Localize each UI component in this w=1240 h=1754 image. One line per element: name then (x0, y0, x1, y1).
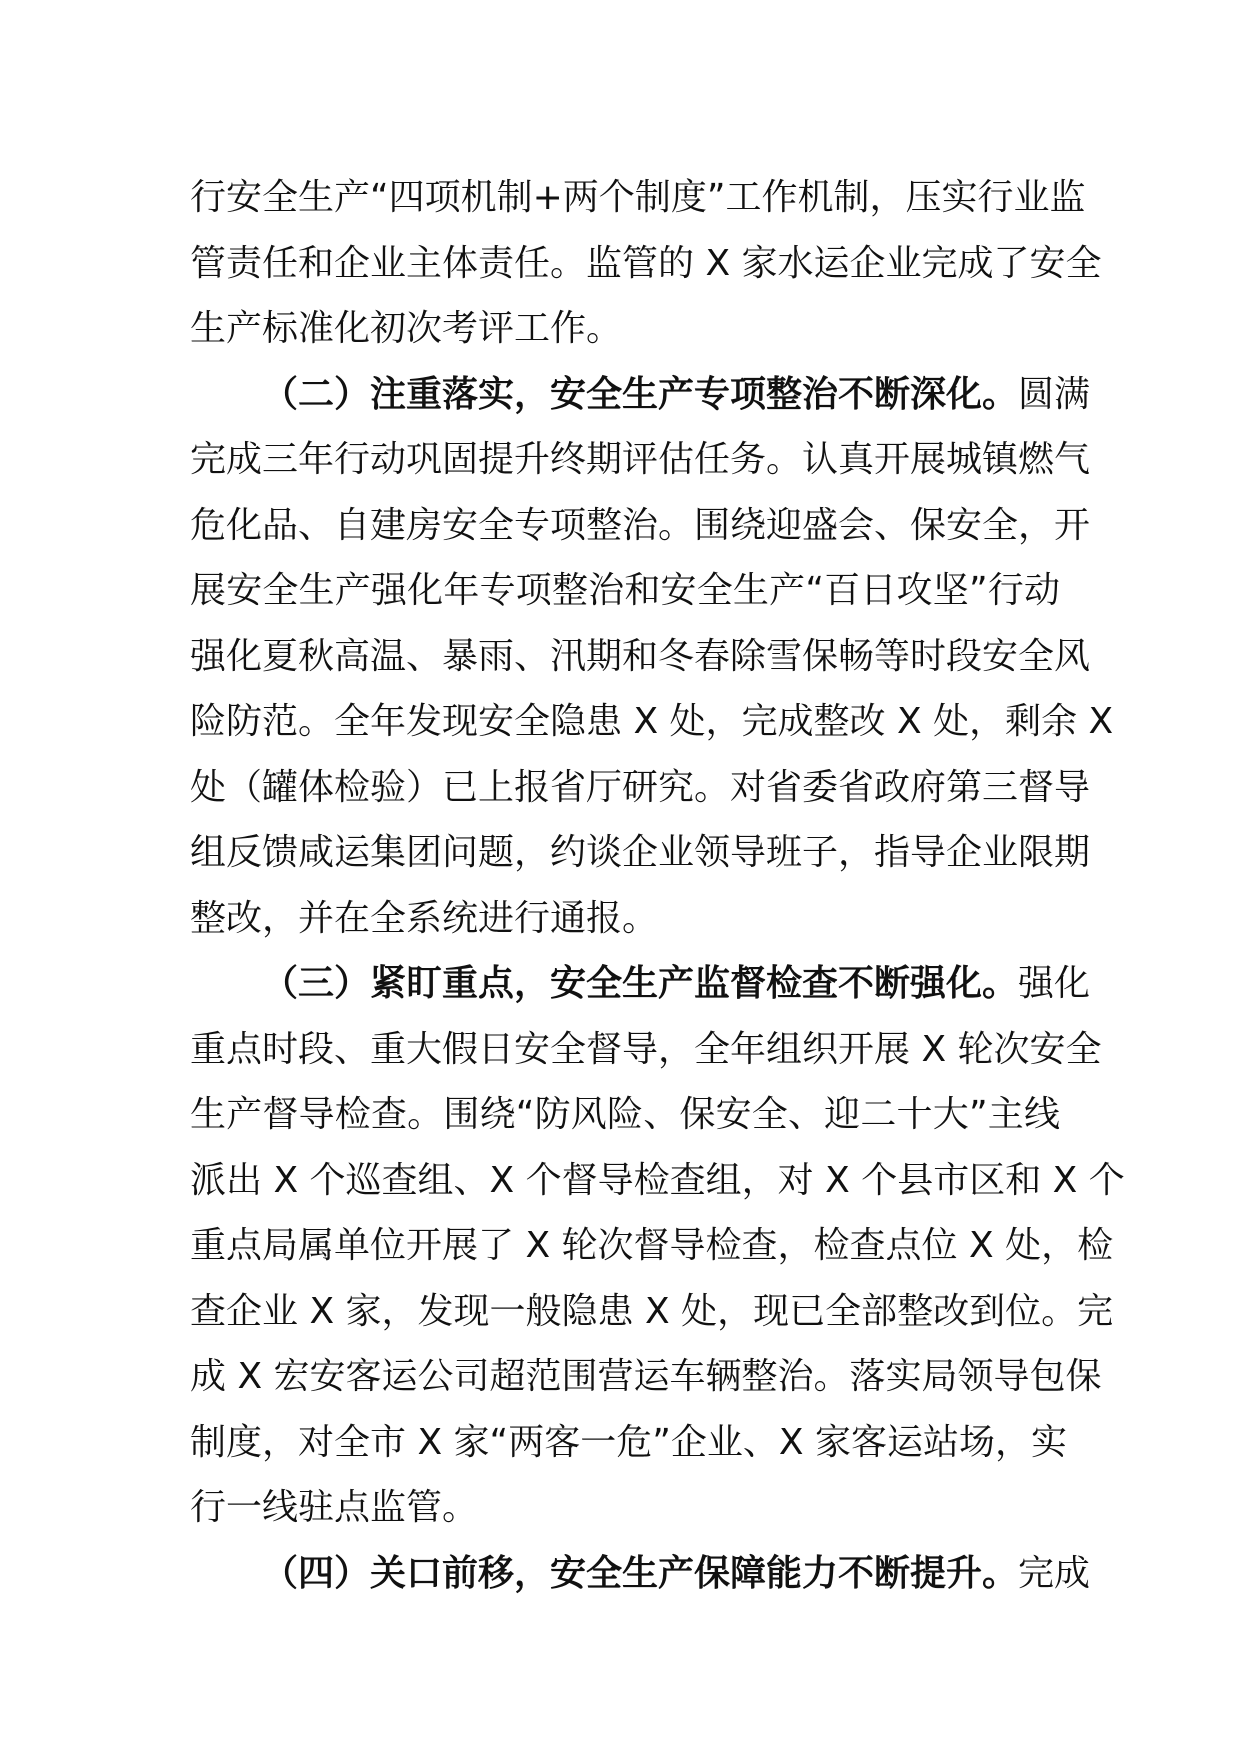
body-text-line: 制度，对全市 X 家“两客一危”企业、X 家客运站场，实 (190, 1422, 1067, 1463)
section-heading-line (262, 951, 1091, 1017)
body-text-line: 险防范。全年发现安全隐患 X 处，完成整改 X 处，剩余 X (190, 701, 1114, 742)
body-text-line: 行安全生产“四项机制+两个制度”工作机制，压实行业监 (190, 177, 1086, 218)
body-text-line: 危化品、自建房安全专项整治。围绕迎盛会、保安全，开 (190, 505, 1091, 546)
body-text-line: 行一线驻点监管。 (190, 1487, 479, 1528)
body-text-line: 展安全生产强化年专项整治和安全生产“百日攻坚”行动 (190, 570, 1060, 611)
body-text-line: 派出 X 个巡查组、X 个督导检查组，对 X 个县市区和 X 个 (190, 1160, 1125, 1201)
body-text-line: 生产标准化初次考评工作。 (190, 308, 623, 349)
section-heading-line (262, 1541, 1091, 1607)
body-text-line: 管责任和企业主体责任。监管的 X 家水运企业完成了安全 (190, 243, 1102, 284)
body-text-line: 查企业 X 家，发现一般隐患 X 处，现已全部整改到位。完 (190, 1291, 1114, 1332)
body-text-line: 重点时段、重大假日安全督导，全年组织开展 X 轮次安全 (190, 1029, 1102, 1070)
body-text-line: 整改，并在全系统进行通报。 (190, 898, 659, 939)
body-text-line: 强化夏秋高温、暴雨、汛期和冬春除雪保畅等时段安全风 (190, 636, 1091, 677)
body-text: 圆满 (1018, 374, 1091, 415)
body-text-line: 成 X 宏安客运公司超范围营运车辆整治。落实局领导包保 (190, 1356, 1102, 1397)
body-text: 完成 (1018, 1553, 1091, 1594)
body-text-line: 生产督导检查。围绕“防风险、保安全、迎二十大”主线 (190, 1094, 1060, 1135)
body-text-line: 重点局属单位开展了 X 轮次督导检查，检查点位 X 处，检 (190, 1225, 1114, 1266)
section-heading: （四）关口前移，安全生产保障能力不断提升。 (262, 1553, 1019, 1594)
section-heading: （三）紧盯重点，安全生产监督检查不断强化。 (262, 963, 1019, 1004)
body-text: 强化 (1018, 963, 1091, 1004)
section-heading: （二）注重落实，安全生产专项整治不断深化。 (262, 374, 1019, 415)
section-heading-line (262, 362, 1091, 428)
body-text-line: 处（罐体检验）已上报省厅研究。对省委省政府第三督导 (190, 767, 1091, 808)
body-text-line: 完成三年行动巩固提升终期评估任务。认真开展城镇燃气 (190, 439, 1091, 480)
body-text-line: 组反馈咸运集团问题，约谈企业领导班子，指导企业限期 (190, 832, 1091, 873)
